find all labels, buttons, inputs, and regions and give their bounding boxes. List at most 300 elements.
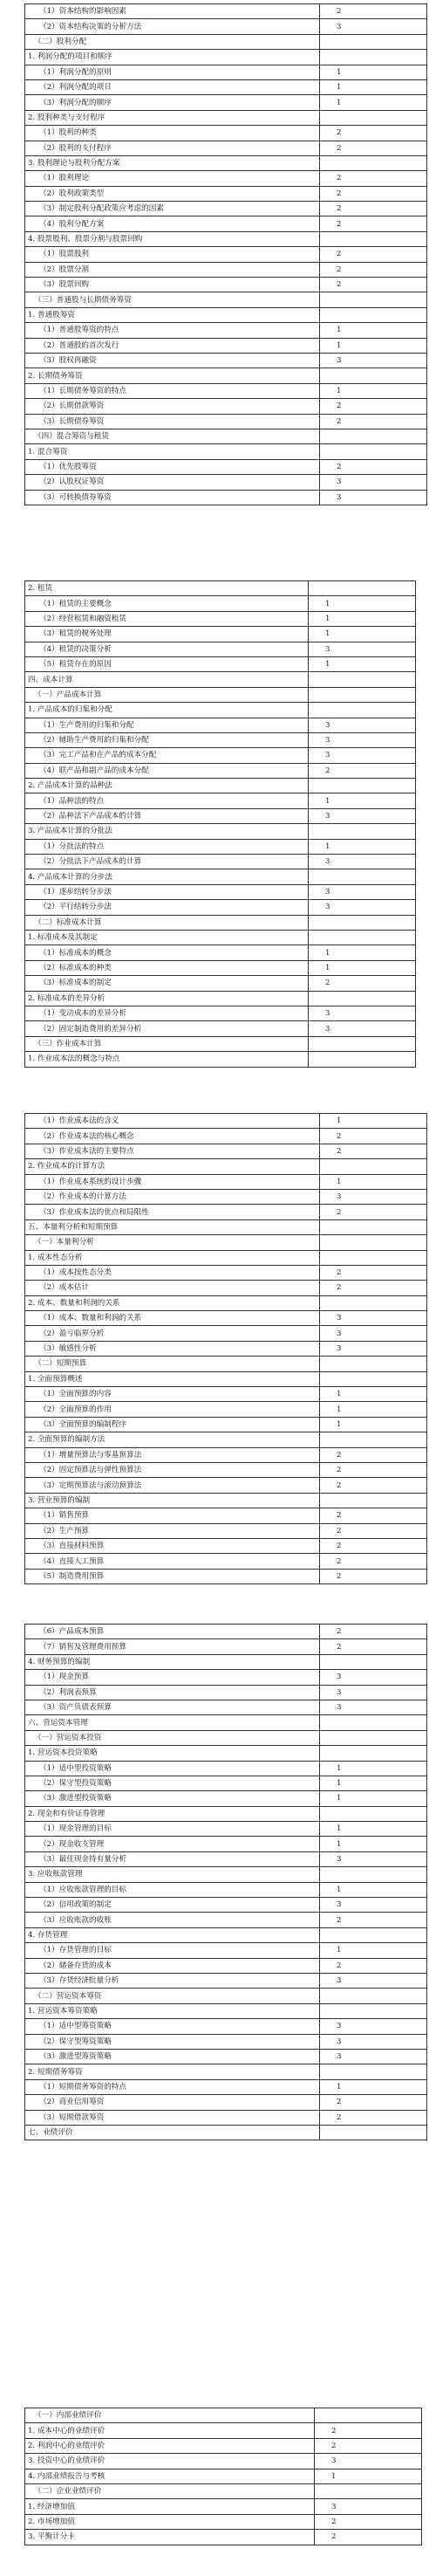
level-value: 3 xyxy=(325,1024,330,1034)
table-row xyxy=(25,2095,427,2110)
syllabus-table-block-5 xyxy=(24,2408,403,2545)
level-cell xyxy=(320,171,427,186)
topic-cell: 1. 营运资本投资策略 xyxy=(25,1746,320,1761)
topic-cell: （3）股票回购 xyxy=(25,278,320,292)
level-cell xyxy=(309,642,416,656)
topic-cell: 2. 现金和有价证券管理 xyxy=(25,1806,320,1821)
table-row xyxy=(25,141,427,155)
table-row xyxy=(25,611,416,626)
table-row xyxy=(25,444,427,459)
topic-cell: （二）标准成本计算 xyxy=(25,915,309,930)
level-cell xyxy=(320,459,427,474)
table-row xyxy=(25,2110,427,2125)
topic-cell: 1. 营运资本筹资策略 xyxy=(25,2003,320,2018)
table-row xyxy=(25,1144,427,1158)
table-row xyxy=(25,429,427,443)
level-cell xyxy=(320,1159,427,1174)
level-cell xyxy=(320,278,427,292)
level-cell xyxy=(315,2483,422,2498)
level-value: 3 xyxy=(337,1687,342,1697)
level-cell xyxy=(320,1569,427,1583)
level-cell xyxy=(320,4,427,19)
level-cell xyxy=(320,1898,427,1913)
level-cell xyxy=(320,1462,427,1477)
topic-cell: 1. 经济增加值 xyxy=(25,2499,315,2514)
level-value: 2 xyxy=(337,219,342,229)
topic-cell: （2）股票分割 xyxy=(25,262,320,277)
topic-cell: （2）生产预算 xyxy=(25,1523,320,1538)
topic-cell: （三）作业成本计算 xyxy=(25,1036,309,1051)
table-row xyxy=(25,1958,427,1973)
level-cell xyxy=(320,1357,427,1371)
table-row xyxy=(25,2079,427,2094)
table-row xyxy=(25,19,427,34)
topic-cell: （三）普通股与长期债务筹资 xyxy=(25,292,320,307)
level-value: 1 xyxy=(325,948,330,958)
level-value: 3 xyxy=(337,356,342,366)
level-cell xyxy=(320,1791,427,1806)
table-row xyxy=(25,1493,427,1508)
topic-cell: （1）标准成本的概念 xyxy=(25,945,309,960)
level-cell xyxy=(320,2003,427,2018)
table-row xyxy=(25,596,416,611)
level-cell xyxy=(320,2125,427,2140)
topic-cell: （2）平行结转分步法 xyxy=(25,900,309,915)
topic-cell: （1）适中型筹资策略 xyxy=(25,2019,320,2034)
topic-cell: （2）股利的支付程序 xyxy=(25,141,320,155)
topic-cell: （1）资本结构的影响因素 xyxy=(25,4,320,19)
table-row xyxy=(25,748,416,763)
level-cell xyxy=(309,945,416,960)
level-value: 1 xyxy=(337,67,342,77)
level-cell xyxy=(320,1341,427,1356)
level-value: 3 xyxy=(337,477,342,487)
level-value: 2 xyxy=(337,1283,342,1293)
level-value: 1 xyxy=(337,1390,342,1399)
table-row xyxy=(25,763,416,778)
level-cell xyxy=(320,34,427,49)
level-value: 1 xyxy=(337,1405,342,1414)
table-row xyxy=(25,960,416,975)
topic-cell: （1）逐步结转分步法 xyxy=(25,884,309,899)
table-row xyxy=(25,1927,427,1942)
topic-cell: （2）长期借款筹资 xyxy=(25,399,320,414)
level-cell xyxy=(309,808,416,823)
topic-cell: （2）经营租赁和融资租赁 xyxy=(25,611,309,626)
topic-cell: （2）保守型投资策略 xyxy=(25,1776,320,1790)
table-row xyxy=(25,414,427,429)
table-row xyxy=(25,1021,416,1036)
level-value: 1 xyxy=(325,963,330,972)
table-row xyxy=(25,1837,427,1851)
syllabus-table-block-1 xyxy=(24,3,403,505)
topic-cell: 1. 利润分配的项目和顺序 xyxy=(25,50,320,65)
table-row xyxy=(25,1791,427,1806)
table-row xyxy=(25,2454,422,2469)
level-value: 1 xyxy=(337,1779,342,1789)
level-cell xyxy=(320,1625,427,1639)
level-cell xyxy=(320,1913,427,1927)
table-row xyxy=(25,1776,427,1790)
level-cell xyxy=(309,1052,416,1067)
topic-cell: （一）产品成本计算 xyxy=(25,687,309,702)
topic-cell: （3）存货经济批量分析 xyxy=(25,1973,320,1988)
level-cell xyxy=(320,414,427,429)
table-row xyxy=(25,1625,427,1639)
level-cell xyxy=(309,611,416,626)
level-cell xyxy=(320,1523,427,1538)
table-row xyxy=(25,338,427,353)
level-value: 2 xyxy=(337,264,342,274)
level-cell xyxy=(320,338,427,353)
table-row xyxy=(25,1851,427,1866)
topic-cell: 4. 产品成本计算的分步法 xyxy=(25,869,309,884)
table-row xyxy=(25,155,427,170)
topic-cell: （2）辅助生产费用的归集和分配 xyxy=(25,732,309,747)
level-value: 1 xyxy=(331,2471,337,2481)
topic-cell: （1）普通股筹资的特点 xyxy=(25,323,320,338)
table-row xyxy=(25,1822,427,1837)
topic-cell: （一）本量利分析 xyxy=(25,1235,320,1250)
level-value: 3 xyxy=(325,888,330,896)
table-row xyxy=(25,839,416,854)
level-value: 2 xyxy=(337,1207,342,1217)
level-cell xyxy=(320,2079,427,2094)
table-row xyxy=(25,1639,427,1654)
topic-cell: 4. 存货管理 xyxy=(25,1927,320,1942)
table-row xyxy=(25,2438,422,2453)
table-row xyxy=(25,1898,427,1913)
level-cell xyxy=(320,353,427,368)
level-cell xyxy=(309,748,416,763)
topic-cell: 七、业绩评价 xyxy=(25,2125,320,2140)
level-cell xyxy=(320,126,427,141)
topic-cell: （3）资产负债表预算 xyxy=(25,1700,320,1714)
level-value: 3 xyxy=(325,857,330,867)
level-cell xyxy=(320,1250,427,1265)
level-value: 1 xyxy=(337,1824,342,1834)
table-row xyxy=(25,2019,427,2034)
level-cell xyxy=(309,687,416,702)
level-value: 2 xyxy=(337,1627,342,1637)
topic-cell: （1）生产费用的归集和分配 xyxy=(25,718,309,732)
topic-cell: 1. 产品成本的归集和分配 xyxy=(25,703,309,718)
topic-cell: （2）认股权证筹资 xyxy=(25,475,320,490)
table-row xyxy=(25,627,416,642)
level-cell xyxy=(320,1311,427,1326)
topic-cell: （3）短期借款筹资 xyxy=(25,2110,320,2125)
topic-cell: （3）股权再融资 xyxy=(25,353,320,368)
topic-cell: 4. 财务预算的编制 xyxy=(25,1654,320,1669)
level-cell xyxy=(320,1417,427,1432)
level-cell xyxy=(320,1326,427,1341)
level-value: 3 xyxy=(337,1329,342,1338)
table-row xyxy=(25,869,416,884)
level-value: 2 xyxy=(337,128,342,138)
level-cell xyxy=(320,1685,427,1700)
level-cell xyxy=(320,1776,427,1790)
level-cell xyxy=(320,2095,427,2110)
topic-cell: （1）品种法的特点 xyxy=(25,793,309,808)
level-cell xyxy=(320,1235,427,1250)
level-value: 1 xyxy=(337,1420,342,1429)
topic-cell: 1. 普通股筹资 xyxy=(25,307,320,322)
table-row xyxy=(25,642,416,656)
topic-cell: （1）成本、数量和利润的关系 xyxy=(25,1311,320,1326)
level-value: 2 xyxy=(337,1571,342,1581)
topic-cell: 3. 营业预算的编制 xyxy=(25,1493,320,1508)
level-cell xyxy=(320,1295,427,1310)
level-cell xyxy=(320,1371,427,1386)
level-cell xyxy=(320,1639,427,1654)
table-row xyxy=(25,1538,427,1553)
topic-cell: （2）商业信用筹资 xyxy=(25,2095,320,2110)
level-cell xyxy=(315,2454,422,2469)
level-cell xyxy=(320,1387,427,1402)
table-row xyxy=(25,930,416,945)
level-value: 3 xyxy=(325,644,330,654)
table-row xyxy=(25,1036,416,1051)
topic-cell: （2）资本结构决策的分析方法 xyxy=(25,19,320,34)
level-value: 2 xyxy=(337,1480,342,1490)
level-cell xyxy=(309,732,416,747)
table-row xyxy=(25,202,427,216)
level-cell xyxy=(315,2469,422,2483)
table-row xyxy=(25,1867,427,1882)
level-cell xyxy=(309,763,416,778)
level-cell xyxy=(320,368,427,383)
level-value: 3 xyxy=(325,720,330,730)
table-row xyxy=(25,915,416,930)
level-cell xyxy=(320,1144,427,1158)
level-value: 1 xyxy=(337,1839,342,1849)
table-row xyxy=(25,581,416,596)
topic-cell: （1）销售预算 xyxy=(25,1508,320,1523)
topic-cell: （二）企业业绩评价 xyxy=(25,2483,315,2498)
topic-cell: （4）联产品和副产品的成本分配 xyxy=(25,763,309,778)
table-row xyxy=(25,1447,427,1462)
level-cell xyxy=(320,50,427,65)
topic-cell: （1）作业成本法的含义 xyxy=(25,1114,320,1129)
topic-cell: 3. 投资中心的业绩评价 xyxy=(25,2454,315,2469)
topic-cell: （1）利润分配的原则 xyxy=(25,65,320,79)
table-row xyxy=(25,490,427,505)
level-cell xyxy=(315,2514,422,2529)
topic-cell: 2. 产品成本计算的品种法 xyxy=(25,779,309,793)
level-value: 3 xyxy=(337,2037,342,2046)
topic-cell: （2）标准成本的种类 xyxy=(25,960,309,975)
table-row xyxy=(25,1326,427,1341)
level-cell xyxy=(309,627,416,642)
topic-cell: （1）优先股筹资 xyxy=(25,459,320,474)
table-row xyxy=(25,1295,427,1310)
table-row xyxy=(25,1943,427,1958)
level-cell xyxy=(320,1114,427,1129)
table-row xyxy=(25,1387,427,1402)
level-value: 2 xyxy=(337,143,342,153)
topic-cell: （3）应收账款的收账 xyxy=(25,1913,320,1927)
level-value: 2 xyxy=(337,204,342,214)
table-row xyxy=(25,368,427,383)
level-value: 3 xyxy=(325,736,330,745)
table-row xyxy=(25,2408,422,2423)
level-value: 2 xyxy=(337,1915,342,1925)
level-value: 2 xyxy=(331,2441,337,2450)
topic-cell: （二）股利分配 xyxy=(25,34,320,49)
table-row xyxy=(25,1250,427,1265)
level-cell xyxy=(320,1867,427,1882)
level-cell xyxy=(320,399,427,414)
level-value: 3 xyxy=(337,1344,342,1354)
topic-cell: 五、本量利分析和短期预算 xyxy=(25,1219,320,1234)
topic-cell: （二）短期预算 xyxy=(25,1357,320,1371)
level-value: 2 xyxy=(337,2098,342,2107)
table-row xyxy=(25,2049,427,2064)
table-row xyxy=(25,475,427,490)
table-row xyxy=(25,1685,427,1700)
level-value: 2 xyxy=(337,7,342,17)
level-value: 1 xyxy=(325,614,330,623)
level-cell xyxy=(320,65,427,79)
topic-cell: （2）作业成本法的核心概念 xyxy=(25,1129,320,1144)
table-row xyxy=(25,1462,427,1477)
topic-cell: （1）长期债务筹资的特点 xyxy=(25,383,320,398)
level-cell xyxy=(320,262,427,277)
topic-cell: （一）营运资本投资 xyxy=(25,1730,320,1745)
level-cell xyxy=(320,1402,427,1417)
level-cell xyxy=(320,231,427,246)
topic-cell: （1）短期债务筹资的特点 xyxy=(25,2079,320,2094)
level-cell xyxy=(320,1174,427,1189)
topic-cell: （1）全面预算的内容 xyxy=(25,1387,320,1402)
level-value: 1 xyxy=(337,98,342,107)
table-row xyxy=(25,779,416,793)
level-cell xyxy=(320,1265,427,1280)
level-value: 1 xyxy=(337,1177,342,1186)
level-cell xyxy=(309,930,416,945)
topic-cell: （1）增量预算法与零基预算法 xyxy=(25,1447,320,1462)
syllabus-table xyxy=(24,1113,427,1584)
table-row xyxy=(25,1715,427,1730)
level-cell xyxy=(320,1761,427,1776)
topic-cell: 1. 混合筹资 xyxy=(25,444,320,459)
level-value: 1 xyxy=(337,1763,342,1773)
syllabus-table xyxy=(24,2408,422,2545)
table-row xyxy=(25,399,427,414)
topic-cell: （2）全面预算的作用 xyxy=(25,1402,320,1417)
topic-cell: 六、营运资本管理 xyxy=(25,1715,320,1730)
table-row xyxy=(25,1913,427,1927)
topic-cell: 4. 内部业绩报告与考核 xyxy=(25,2469,315,2483)
level-cell xyxy=(320,1882,427,1897)
syllabus-table-block-2 xyxy=(24,580,403,1068)
level-value: 2 xyxy=(337,1961,342,1970)
topic-cell: 3. 股利理论与股利分配方案 xyxy=(25,155,320,170)
table-row xyxy=(25,1265,427,1280)
level-cell xyxy=(320,1219,427,1234)
table-row xyxy=(25,65,427,79)
table-row xyxy=(25,292,427,307)
topic-cell: （1）存货管理的目标 xyxy=(25,1943,320,1958)
level-cell xyxy=(309,656,416,671)
table-row xyxy=(25,262,427,277)
topic-cell: 2. 租赁 xyxy=(25,581,309,596)
table-row xyxy=(25,2530,422,2545)
level-value: 1 xyxy=(325,796,330,806)
level-value: 3 xyxy=(337,1703,342,1713)
level-cell xyxy=(309,991,416,1006)
level-cell xyxy=(320,1927,427,1942)
topic-cell: 2. 全面预算的编制方法 xyxy=(25,1432,320,1447)
level-value: 2 xyxy=(337,280,342,290)
level-value: 2 xyxy=(337,1542,342,1551)
level-cell xyxy=(320,1806,427,1821)
level-cell xyxy=(320,1478,427,1493)
level-cell xyxy=(320,1508,427,1523)
level-value: 2 xyxy=(337,402,342,411)
level-cell xyxy=(320,247,427,262)
table-row xyxy=(25,1508,427,1523)
level-cell xyxy=(320,1129,427,1144)
level-value: 3 xyxy=(325,812,330,821)
level-cell xyxy=(320,1554,427,1569)
table-row xyxy=(25,171,427,186)
level-value: 3 xyxy=(337,22,342,31)
topic-cell: （3）制定股利分配政策应考虑的因素 xyxy=(25,202,320,216)
topic-cell: 3. 平衡计分卡 xyxy=(25,2530,315,2545)
level-value: 2 xyxy=(337,1131,342,1141)
table-row xyxy=(25,732,416,747)
level-value: 1 xyxy=(325,660,330,670)
level-cell xyxy=(320,216,427,231)
topic-cell: （3）作业成本法的主要特点 xyxy=(25,1144,320,1158)
table-row xyxy=(25,1554,427,1569)
level-cell xyxy=(309,884,416,899)
topic-cell: 2. 利润中心的业绩评价 xyxy=(25,2438,315,2453)
table-row xyxy=(25,383,427,398)
level-cell xyxy=(309,779,416,793)
level-cell xyxy=(320,2110,427,2125)
topic-cell: 1. 标准成本及其制定 xyxy=(25,930,309,945)
topic-cell: （1）股票股利 xyxy=(25,247,320,262)
table-row xyxy=(25,231,427,246)
level-value: 2 xyxy=(337,2112,342,2122)
topic-cell: （3）租赁的税务处理 xyxy=(25,627,309,642)
table-row xyxy=(25,1205,427,1219)
level-value: 1 xyxy=(325,599,330,608)
table-row xyxy=(25,2423,422,2438)
topic-cell: （2）作业成本的计算方法 xyxy=(25,1189,320,1204)
level-cell xyxy=(320,110,427,125)
syllabus-table xyxy=(24,580,416,1068)
topic-cell: 3. 应收账款管理 xyxy=(25,1867,320,1882)
level-cell xyxy=(320,1730,427,1745)
table-row xyxy=(25,186,427,201)
table-row xyxy=(25,4,427,19)
level-cell xyxy=(320,1746,427,1761)
table-row xyxy=(25,1114,427,1129)
table-row xyxy=(25,1761,427,1776)
level-value: 3 xyxy=(331,2502,337,2511)
level-value: 1 xyxy=(337,83,342,93)
table-row xyxy=(25,991,416,1006)
table-row xyxy=(25,247,427,262)
level-value: 1 xyxy=(337,326,342,335)
table-row xyxy=(25,1189,427,1204)
table-row xyxy=(25,1219,427,1234)
level-value: 1 xyxy=(337,1946,342,1955)
level-cell xyxy=(309,793,416,808)
